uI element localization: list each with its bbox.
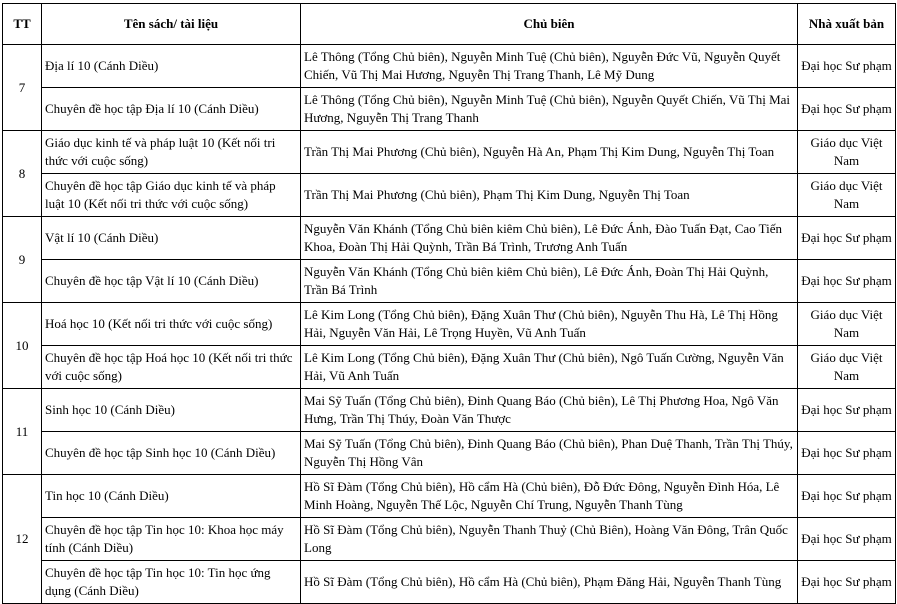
publisher: Giáo dục Việt Nam (798, 131, 896, 174)
publisher: Đại học Sư phạm (798, 432, 896, 475)
editors: Lê Kim Long (Tổng Chủ biên), Đặng Xuân Thư (Chủ biên), Ngô Tuấn Cường, Nguyễn Văn Hải, Vũ Anh Tuấn (301, 346, 798, 389)
editors: Lê Thông (Tổng Chủ biên), Nguyễn Minh Tuệ (Chủ biên), Nguyễn Quyết Chiến, Vũ Thị Mai Hương, Nguyễn Thị Trang Thanh (301, 88, 798, 131)
publisher: Đại học Sư phạm (798, 475, 896, 518)
book-title: Chuyên đề học tập Tin học 10: Tin học ứng dụng (Cánh Diều) (42, 561, 301, 604)
book-title: Chuyên đề học tập Hoá học 10 (Kết nối tri thức với cuộc sống) (42, 346, 301, 389)
header-tt: TT (3, 4, 42, 45)
row-number: 7 (3, 45, 42, 131)
table-row (3, 303, 896, 346)
row-number: 9 (3, 217, 42, 303)
row-number: 10 (3, 303, 42, 389)
publisher: Đại học Sư phạm (798, 217, 896, 260)
book-title: Giáo dục kinh tế và pháp luật 10 (Kết nối tri thức với cuộc sống) (42, 131, 301, 174)
editors: Hồ Sĩ Đàm (Tổng Chủ biên), Hồ cẩm Hà (Chủ biên), Phạm Đăng Hải, Nguyễn Thanh Tùng (301, 561, 798, 604)
row-number: 12 (3, 475, 42, 604)
table-row (3, 45, 896, 88)
table-row (3, 432, 896, 475)
editors: Lê Thông (Tổng Chủ biên), Nguyễn Minh Tuệ (Chủ biên), Nguyễn Đức Vũ, Nguyễn Quyết Chiến, Vũ Thị Mai Hương, Nguyễn Thị Trang Thanh, Lê Mỹ Dung (301, 45, 798, 88)
book-title: Chuyên đề học tập Vật lí 10 (Cánh Diều) (42, 260, 301, 303)
book-table (2, 3, 896, 604)
editors: Trần Thị Mai Phương (Chủ biên), Phạm Thị Kim Dung, Nguyễn Thị Toan (301, 174, 798, 217)
publisher: Đại học Sư phạm (798, 88, 896, 131)
publisher: Giáo dục Việt Nam (798, 346, 896, 389)
table-row (3, 475, 896, 518)
header-title: Tên sách/ tài liệu (42, 4, 301, 45)
header-publisher: Nhà xuất bản (798, 4, 896, 45)
table-row (3, 174, 896, 217)
book-title: Chuyên đề học tập Địa lí 10 (Cánh Diều) (42, 88, 301, 131)
book-title: Địa lí 10 (Cánh Diều) (42, 45, 301, 88)
book-title: Tin học 10 (Cánh Diều) (42, 475, 301, 518)
book-title: Chuyên đề học tập Sinh học 10 (Cánh Diều) (42, 432, 301, 475)
editors: Trần Thị Mai Phương (Chủ biên), Nguyễn Hà An, Phạm Thị Kim Dung, Nguyễn Thị Toan (301, 131, 798, 174)
publisher: Đại học Sư phạm (798, 518, 896, 561)
editors: Lê Kim Long (Tổng Chủ biên), Đặng Xuân Thư (Chủ biên), Nguyễn Thu Hà, Lê Thị Hồng Hải, Nguyễn Văn Hải, Lê Trọng Huyền, Vũ Anh Tuấn (301, 303, 798, 346)
table-body (3, 45, 896, 604)
table-row (3, 561, 896, 604)
publisher: Đại học Sư phạm (798, 45, 896, 88)
row-number: 8 (3, 131, 42, 217)
header-row (3, 4, 896, 45)
book-title: Vật lí 10 (Cánh Diều) (42, 217, 301, 260)
table-row (3, 217, 896, 260)
table-row (3, 88, 896, 131)
publisher: Đại học Sư phạm (798, 260, 896, 303)
book-title: Hoá học 10 (Kết nối tri thức với cuộc sống) (42, 303, 301, 346)
book-title: Chuyên đề học tập Tin học 10: Khoa học máy tính (Cánh Diều) (42, 518, 301, 561)
table-row (3, 131, 896, 174)
editors: Hồ Sĩ Đàm (Tổng Chủ biên), Hồ cẩm Hà (Chủ biên), Đỗ Đức Đông, Nguyễn Đình Hóa, Lê Minh Hoàng, Nguyễn Thế Lộc, Nguyễn Chí Trung, Nguyễn Thanh Tùng (301, 475, 798, 518)
row-number: 11 (3, 389, 42, 475)
editors: Nguyễn Văn Khánh (Tổng Chủ biên kiêm Chủ biên), Lê Đức Ánh, Đào Tuấn Đạt, Cao Tiến Khoa, Đoàn Thị Hải Quỳnh, Trần Bá Trình, Trương Anh Tuấn (301, 217, 798, 260)
table-row (3, 518, 896, 561)
publisher: Giáo dục Việt Nam (798, 303, 896, 346)
editors: Hồ Sĩ Đàm (Tổng Chủ biên), Nguyễn Thanh Thuỷ (Chủ Biên), Hoàng Văn Đông, Trân Quốc Long (301, 518, 798, 561)
publisher: Đại học Sư phạm (798, 561, 896, 604)
book-title: Chuyên đề học tập Giáo dục kinh tế và pháp luật 10 (Kết nối tri thức với cuộc sống) (42, 174, 301, 217)
editors: Mai Sỹ Tuấn (Tổng Chủ biên), Đinh Quang Báo (Chủ biên), Lê Thị Phương Hoa, Ngô Văn Hưng, Trần Thị Thúy, Đoàn Văn Thược (301, 389, 798, 432)
book-title: Sinh học 10 (Cánh Diều) (42, 389, 301, 432)
editors: Nguyễn Văn Khánh (Tổng Chủ biên kiêm Chủ biên), Lê Đức Ánh, Đoàn Thị Hải Quỳnh, Trần Bá Trình (301, 260, 798, 303)
publisher: Đại học Sư phạm (798, 389, 896, 432)
header-editor: Chủ biên (301, 4, 798, 45)
table-row (3, 389, 896, 432)
table-row (3, 346, 896, 389)
editors: Mai Sỹ Tuấn (Tổng Chủ biên), Đinh Quang Báo (Chủ biên), Phan Duệ Thanh, Trần Thị Thúy, Nguyễn Thị Hồng Vân (301, 432, 798, 475)
publisher: Giáo dục Việt Nam (798, 174, 896, 217)
table-row (3, 260, 896, 303)
